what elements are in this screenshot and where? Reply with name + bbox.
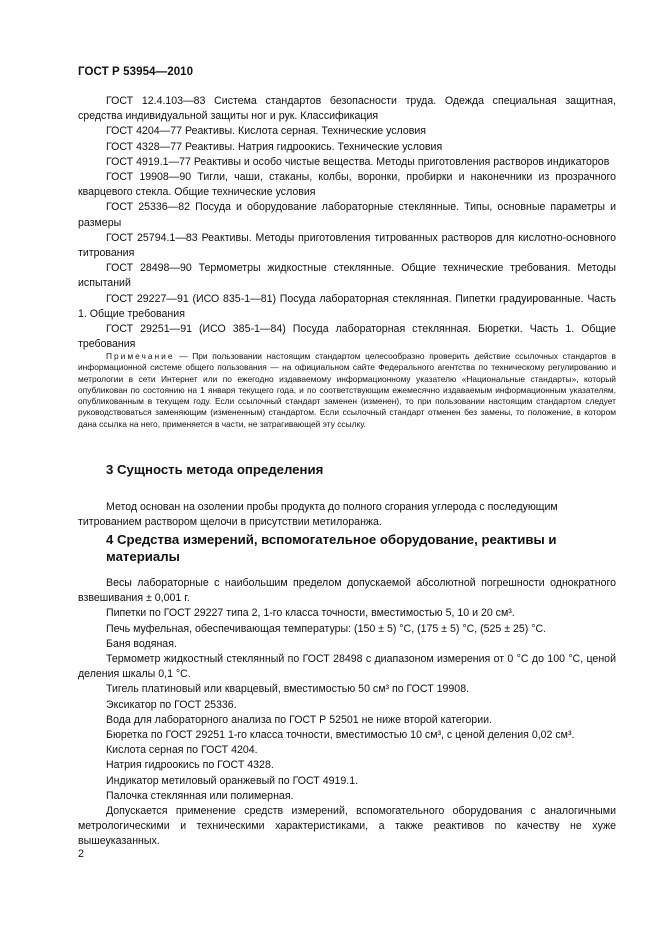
- equipment-item: Баня водяная.: [106, 637, 177, 650]
- reference-item: ГОСТ 28498—90 Термометры жидкостные стеклянные. Общие технические требования. Методы испытаний: [78, 262, 616, 290]
- page-number: 2: [78, 848, 84, 860]
- equipment-item: Кислота серная по ГОСТ 4204.: [106, 744, 258, 757]
- reference-item: ГОСТ 12.4.103—83 Система стандартов безопасности труда. Одежда специальная защитная, средства индивидуальной защиты ног и рук. Классификация: [78, 95, 616, 123]
- equipment-item: Печь муфельная, обеспечивающая температуры: (150 ± 5) °С, (175 ± 5) °С, (525 ± 25) °С.: [106, 622, 547, 635]
- reference-item: ГОСТ 4919.1—77 Реактивы и особо чистые вещества. Методы приготовления растворов индикаторов: [106, 155, 610, 168]
- equipment-item: Вода для лабораторного анализа по ГОСТ Р 52501 не ниже второй категории.: [106, 713, 492, 726]
- section-3-heading: 3 Сущность метода определения: [106, 462, 324, 477]
- equipment-item: Индикатор метиловый оранжевый по ГОСТ 4919.1.: [106, 774, 359, 787]
- reference-item: ГОСТ 4328—77 Реактивы. Натрия гидроокись. Технические условия: [106, 140, 443, 153]
- equipment-item: Пипетки по ГОСТ 29227 типа 2, 1-го класса точности, вместимостью 5, 10 и 20 см³.: [106, 607, 515, 620]
- note-label: Примечание: [106, 351, 175, 361]
- section-4-heading: 4 Средства измерений, вспомогательное оборудование, реактивы и материалы: [106, 532, 557, 564]
- section-3-paragraph: Метод основан на озолении пробы продукта до полного сгорания углерода с последующим титрованием раствором щелочи в присутствии метилоранжа.: [78, 500, 558, 528]
- equipment-item: Палочка стеклянная или полимерная.: [106, 789, 294, 802]
- references-list: [78, 94, 616, 352]
- equipment-item: Эксикатор по ГОСТ 25336.: [106, 698, 237, 711]
- reference-item: ГОСТ 25336—82 Посуда и оборудование лабораторные стеклянные. Типы, основные параметры и размеры: [78, 201, 616, 229]
- equipment-item: Термометр жидкостный стеклянный по ГОСТ 28498 с диапазоном измерения от 0 °С до 100 °С, ценой деления шкалы 0,1 °С.: [78, 653, 616, 681]
- equipment-item: Тигель платиновый или кварцевый, вместимостью 50 см³ по ГОСТ 19908.: [106, 683, 470, 696]
- equipment-item: Натрия гидроокись по ГОСТ 4328.: [106, 759, 274, 772]
- note-block: [78, 351, 616, 430]
- section-4-body: [78, 576, 616, 850]
- reference-item: ГОСТ 29227—91 (ИСО 835-1—81) Посуда лабораторная стеклянная. Пипетки градуированные. Часть 1. Общие требования: [78, 292, 616, 320]
- page-header: ГОСТ Р 53954—2010: [78, 66, 194, 78]
- reference-item: ГОСТ 4204—77 Реактивы. Кислота серная. Технические условия: [106, 125, 427, 138]
- reference-item: ГОСТ 25794.1—83 Реактивы. Методы приготовления титрованных растворов для кислотно-основного титрования: [78, 231, 616, 260]
- equipment-item: Допускается применение средств измерений, вспомогательного оборудования с аналогичными метрологическими и техническими характеристиками, а также реактивов по качеству не хуже вышеуказанных.: [78, 805, 616, 848]
- reference-item: ГОСТ 29251—91 (ИСО 385-1—84) Посуда лабораторная стеклянная. Бюретки. Часть 1. Общие требования: [78, 323, 616, 351]
- equipment-item: Весы лабораторные с наибольшим пределом допускаемой абсолютной погрешности однократного взвешивания ± 0,001 г.: [78, 577, 616, 605]
- equipment-item: Бюретка по ГОСТ 29251 1-го класса точности, вместимостью 10 см³, с ценой деления 0,02 см³.: [106, 729, 575, 742]
- note-text: — При пользовании настоящим стандартом целесообразно проверить действие ссылочных стандартов в информационной системе общего пользования — на официальном сайте Федерального агентства по техническому регулированию и метрологии в сети Интернет или по ежегодно издаваемому информационному указателю «Национальные стандарты», который опубликован по состоянию на 1 января текущего года, и по соответствующим ежемесячно издаваемым информационным указателям, опубликованным в текущем году. Если ссылочный стандарт заменен (изменен), то при пользовании настоящим стандартом следует руководствоваться заменяющим (измененным) стандартом. Если ссылочный стандарт отменен без замены, то положение, в котором дана ссылка на него, применяется в части, не затрагивающей эту ссылку.: [78, 351, 617, 429]
- reference-item: ГОСТ 19908—90 Тигли, чаши, стаканы, колбы, воронки, пробирки и наконечники из прозрачного кварцевого стекла. Общие технические условия: [78, 171, 616, 199]
